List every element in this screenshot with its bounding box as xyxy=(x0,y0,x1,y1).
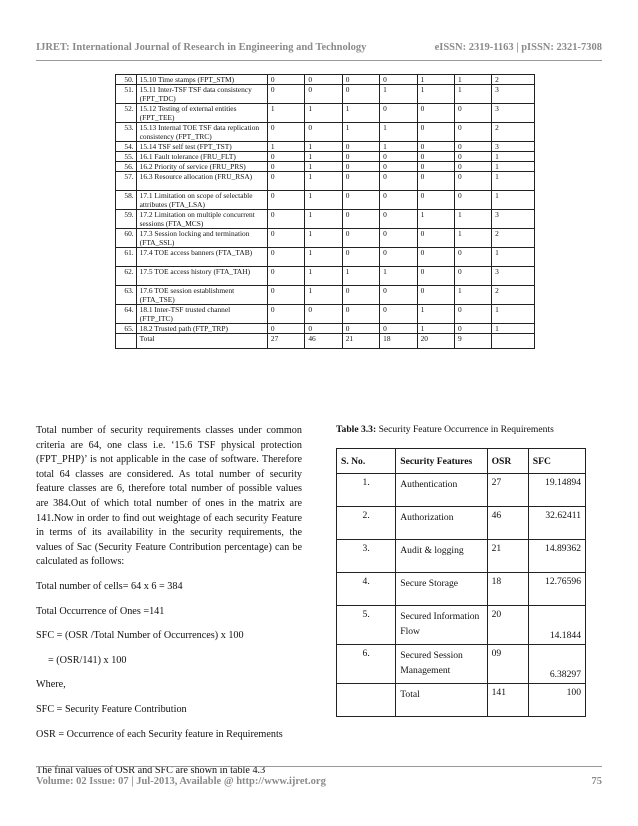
matrix-cell: 0 xyxy=(380,172,417,191)
matrix-cell: 1 xyxy=(305,191,342,210)
matrix-cell: 0 xyxy=(342,324,379,334)
matrix-cell: 0 xyxy=(305,305,342,324)
row-number: 61. xyxy=(116,248,137,267)
total-label: Total xyxy=(136,334,267,349)
matrix-cell: 1 xyxy=(455,286,492,305)
table-caption-text: Security Feature Occurrence in Requirements xyxy=(376,424,554,435)
osr-cell: 20 xyxy=(487,606,528,645)
definition-osr: OSR = Occurrence of each Security feature in Requirements xyxy=(36,728,283,740)
row-number: 64. xyxy=(116,305,137,324)
row-sum-cell: 2 xyxy=(492,75,535,85)
matrix-cell: 0 xyxy=(267,75,304,85)
table-row xyxy=(116,286,535,305)
matrix-cell: 0 xyxy=(380,324,417,334)
table-row xyxy=(337,573,586,606)
requirement-class: 17.4 TOE access banners (FTA_TAB) xyxy=(136,248,267,267)
equation-total-cells: Total number of cells= 64 x 6 = 384 xyxy=(36,580,183,592)
matrix-cell: 0 xyxy=(380,152,417,162)
matrix-cell: 0 xyxy=(342,75,379,85)
matrix-cell: 1 xyxy=(455,210,492,229)
matrix-cell: 1 xyxy=(305,172,342,191)
matrix-cell: 0 xyxy=(342,210,379,229)
table-row xyxy=(116,229,535,248)
matrix-cell: 0 xyxy=(380,210,417,229)
matrix-cell: 0 xyxy=(380,104,417,123)
matrix-cell: 0 xyxy=(380,191,417,210)
matrix-cell: 0 xyxy=(267,85,304,104)
matrix-cell: 0 xyxy=(455,305,492,324)
row-number: 54. xyxy=(116,142,137,152)
matrix-cell: 1 xyxy=(305,229,342,248)
feature-cell: Audit & logging xyxy=(396,540,487,573)
header-feature: Security Features xyxy=(396,449,487,474)
matrix-cell: 0 xyxy=(417,172,454,191)
feature-cell: Authentication xyxy=(396,474,487,507)
row-sum-cell: 3 xyxy=(492,210,535,229)
matrix-cell: 0 xyxy=(267,162,304,172)
matrix-cell: 1 xyxy=(380,142,417,152)
row-sum-cell: 1 xyxy=(492,172,535,191)
row-sum-cell: 3 xyxy=(492,142,535,152)
matrix-cell: 0 xyxy=(380,75,417,85)
empty-cell xyxy=(337,684,396,717)
matrix-cell: 1 xyxy=(417,305,454,324)
matrix-cell: 0 xyxy=(267,152,304,162)
matrix-cell: 0 xyxy=(380,229,417,248)
matrix-cell: 0 xyxy=(267,267,304,286)
matrix-cell: 0 xyxy=(342,172,379,191)
sno-cell: 6. xyxy=(337,645,396,684)
matrix-cell: 0 xyxy=(417,104,454,123)
feature-cell: Authorization xyxy=(396,507,487,540)
row-number: 60. xyxy=(116,229,137,248)
matrix-cell: 0 xyxy=(267,123,304,142)
requirement-class: 17.6 TOE session establishment (FTA_TSE) xyxy=(136,286,267,305)
row-number: 59. xyxy=(116,210,137,229)
sno-cell: 2. xyxy=(337,507,396,540)
matrix-cell: 0 xyxy=(342,248,379,267)
row-sum-cell: 1 xyxy=(492,191,535,210)
row-number: 55. xyxy=(116,152,137,162)
journal-title: IJRET: International Journal of Research in Engineering and Technology xyxy=(36,42,367,53)
equation-sfc: SFC = (OSR /Total Number of Occurrences) x 100 xyxy=(36,630,244,642)
requirement-class: 17.5 TOE access history (FTA_TAH) xyxy=(136,267,267,286)
row-number: 65. xyxy=(116,324,137,334)
row-number: 62. xyxy=(116,267,137,286)
matrix-cell: 1 xyxy=(417,85,454,104)
matrix-cell: 0 xyxy=(417,267,454,286)
row-sum-cell: 3 xyxy=(492,85,535,104)
journal-header xyxy=(36,42,602,53)
matrix-cell: 0 xyxy=(417,286,454,305)
requirement-class: 17.2 Limitation on multiple concurrent sessions (FTA_MCS) xyxy=(136,210,267,229)
matrix-cell: 0 xyxy=(267,210,304,229)
row-number: 58. xyxy=(116,191,137,210)
table-row xyxy=(337,645,586,684)
requirement-class: 17.1 Limitation on scope of selectable attributes (FTA_LSA) xyxy=(136,191,267,210)
total-cell: 27 xyxy=(267,334,304,349)
header-divider xyxy=(36,60,602,61)
matrix-cell: 1 xyxy=(305,152,342,162)
total-cell: 9 xyxy=(455,334,492,349)
row-number: 53. xyxy=(116,123,137,142)
matrix-cell: 0 xyxy=(455,142,492,152)
requirement-class: 15.10 Time stamps (FPT_STM) xyxy=(136,75,267,85)
requirement-class: 16.3 Resource allocation (FRU_RSA) xyxy=(136,172,267,191)
row-number: 57. xyxy=(116,172,137,191)
equation-sfc-simplified: = (OSR/141) x 100 xyxy=(48,654,127,666)
sno-cell: 4. xyxy=(337,573,396,606)
row-number: 56. xyxy=(116,162,137,172)
header-osr: OSR xyxy=(487,449,528,474)
total-cell: 46 xyxy=(305,334,342,349)
matrix-cell: 0 xyxy=(305,123,342,142)
row-sum-cell: 2 xyxy=(492,229,535,248)
table-row xyxy=(337,507,586,540)
matrix-cell: 1 xyxy=(305,104,342,123)
matrix-cell: 1 xyxy=(342,123,379,142)
matrix-cell: 1 xyxy=(305,267,342,286)
matrix-cell: 0 xyxy=(417,123,454,142)
row-sum-cell: 2 xyxy=(492,286,535,305)
matrix-cell: 1 xyxy=(417,324,454,334)
matrix-cell: 0 xyxy=(267,286,304,305)
requirement-class: 15.13 Internal TOE TSF data replication consistency (FPT_TRC) xyxy=(136,123,267,142)
matrix-cell: 0 xyxy=(267,248,304,267)
matrix-cell: 1 xyxy=(455,75,492,85)
table-row xyxy=(116,191,535,210)
row-sum-cell: 3 xyxy=(492,104,535,123)
matrix-cell: 1 xyxy=(305,248,342,267)
row-number: 52. xyxy=(116,104,137,123)
osr-cell: 21 xyxy=(487,540,528,573)
osr-cell: 27 xyxy=(487,474,528,507)
matrix-cell: 0 xyxy=(417,191,454,210)
closing-sentence: The final values of OSR and SFC are shown in table 4.3 xyxy=(36,765,266,777)
matrix-cell: 0 xyxy=(305,85,342,104)
matrix-cell: 1 xyxy=(455,85,492,104)
matrix-cell: 0 xyxy=(380,305,417,324)
matrix-cell: 0 xyxy=(455,172,492,191)
matrix-cell: 0 xyxy=(267,191,304,210)
sno-cell: 1. xyxy=(337,474,396,507)
page-number: 75 xyxy=(591,776,602,787)
total-osr: 141 xyxy=(487,684,528,717)
matrix-cell: 0 xyxy=(455,191,492,210)
requirement-class: 15.11 Inter-TSF TSF data consistency (FPT_TDC) xyxy=(136,85,267,104)
matrix-cell: 1 xyxy=(267,104,304,123)
row-number: 50. xyxy=(116,75,137,85)
header-sno: S. No. xyxy=(337,449,396,474)
requirements-matrix-table xyxy=(115,74,535,349)
matrix-cell: 0 xyxy=(455,152,492,162)
matrix-cell: 0 xyxy=(455,104,492,123)
sfc-cell: 19.14894 xyxy=(528,474,585,507)
matrix-cell: 1 xyxy=(380,123,417,142)
matrix-cell: 0 xyxy=(267,172,304,191)
matrix-cell: 0 xyxy=(305,75,342,85)
table-row xyxy=(116,210,535,229)
matrix-cell: 1 xyxy=(305,286,342,305)
row-sum-cell: 1 xyxy=(492,248,535,267)
table-row xyxy=(116,324,535,334)
total-row xyxy=(337,684,586,717)
matrix-cell: 0 xyxy=(455,267,492,286)
matrix-cell: 1 xyxy=(380,267,417,286)
total-cell: 21 xyxy=(342,334,379,349)
osr-cell: 09 xyxy=(487,645,528,684)
table-row xyxy=(337,474,586,507)
row-sum-cell: 3 xyxy=(492,267,535,286)
matrix-cell: 0 xyxy=(342,305,379,324)
matrix-cell: 1 xyxy=(305,162,342,172)
sfc-cell: 32.62411 xyxy=(528,507,585,540)
matrix-cell: 0 xyxy=(342,142,379,152)
requirement-class: 16.2 Priority of service (FRU_PRS) xyxy=(136,162,267,172)
matrix-cell: 1 xyxy=(455,229,492,248)
total-label: Total xyxy=(396,684,487,717)
table-row xyxy=(116,152,535,162)
requirement-class: 18.2 Trusted path (FTP_TRP) xyxy=(136,324,267,334)
table-row xyxy=(116,104,535,123)
total-cell: 20 xyxy=(417,334,454,349)
matrix-cell: 1 xyxy=(380,85,417,104)
security-feature-table xyxy=(336,448,586,717)
matrix-cell: 1 xyxy=(305,210,342,229)
requirement-class: 15.12 Testing of external entities (FPT_TEE) xyxy=(136,104,267,123)
table-header-row xyxy=(337,449,586,474)
matrix-cell: 0 xyxy=(380,286,417,305)
table-row xyxy=(116,85,535,104)
empty-cell xyxy=(116,334,137,349)
table-row xyxy=(116,162,535,172)
matrix-cell: 0 xyxy=(342,286,379,305)
matrix-cell: 0 xyxy=(267,324,304,334)
matrix-cell: 0 xyxy=(455,162,492,172)
requirement-class: 17.3 Session locking and termination (FTA_SSL) xyxy=(136,229,267,248)
row-sum-cell: 1 xyxy=(492,162,535,172)
matrix-cell: 0 xyxy=(305,324,342,334)
table-row xyxy=(116,142,535,152)
sfc-cell: 6.38297 xyxy=(528,645,585,684)
matrix-cell: 0 xyxy=(342,152,379,162)
matrix-cell: 0 xyxy=(417,229,454,248)
definition-sfc: SFC = Security Feature Contribution xyxy=(36,703,187,715)
equation-total-ones: Total Occurrence of Ones =141 xyxy=(36,605,165,617)
matrix-cell: 0 xyxy=(417,248,454,267)
requirement-class: 16.1 Fault tolerance (FRU_FLT) xyxy=(136,152,267,162)
matrix-cell: 0 xyxy=(342,229,379,248)
matrix-cell: 0 xyxy=(417,152,454,162)
feature-cell: Secured Session Management xyxy=(396,645,487,684)
matrix-cell: 0 xyxy=(342,191,379,210)
table-row xyxy=(116,305,535,324)
matrix-cell: 1 xyxy=(342,267,379,286)
requirement-class: 18.1 Inter-TSF trusted channel (FTP_ITC) xyxy=(136,305,267,324)
where-label: Where, xyxy=(36,679,66,691)
total-cell: 18 xyxy=(380,334,417,349)
total-sfc: 100 xyxy=(528,684,585,717)
table-row xyxy=(116,172,535,191)
table-caption-label: Table 3.3: xyxy=(336,424,377,435)
page-footer xyxy=(36,776,602,787)
matrix-cell: 0 xyxy=(380,162,417,172)
matrix-cell: 0 xyxy=(267,305,304,324)
sfc-cell: 12.76596 xyxy=(528,573,585,606)
row-sum-cell: 2 xyxy=(492,123,535,142)
total-row xyxy=(116,334,535,349)
header-sfc: SFC xyxy=(528,449,585,474)
table-row xyxy=(116,267,535,286)
osr-cell: 18 xyxy=(487,573,528,606)
matrix-cell: 0 xyxy=(342,85,379,104)
matrix-cell: 0 xyxy=(417,142,454,152)
table-row xyxy=(116,123,535,142)
journal-issn: eISSN: 2319-1163 | pISSN: 2321-7308 xyxy=(434,42,602,53)
sfc-cell: 14.1844 xyxy=(528,606,585,645)
requirement-class: 15.14 TSF self test (FPT_TST) xyxy=(136,142,267,152)
footer-volume: Volume: 02 Issue: 07 | Jul-2013, Available @ http://www.ijret.org xyxy=(36,776,326,787)
matrix-cell: 1 xyxy=(267,142,304,152)
row-sum-cell: 1 xyxy=(492,152,535,162)
matrix-cell: 0 xyxy=(455,324,492,334)
table-row xyxy=(116,248,535,267)
osr-cell: 46 xyxy=(487,507,528,540)
sno-cell: 3. xyxy=(337,540,396,573)
table-caption xyxy=(336,424,554,435)
table-row xyxy=(337,606,586,645)
footer-divider xyxy=(36,766,602,767)
sfc-cell: 14.89362 xyxy=(528,540,585,573)
table-row xyxy=(116,75,535,85)
matrix-cell: 0 xyxy=(455,248,492,267)
sno-cell: 5. xyxy=(337,606,396,645)
body-text xyxy=(36,424,302,779)
total-cell xyxy=(492,334,535,349)
row-number: 63. xyxy=(116,286,137,305)
matrix-cell: 1 xyxy=(342,104,379,123)
matrix-cell: 1 xyxy=(417,210,454,229)
matrix-cell: 0 xyxy=(455,123,492,142)
matrix-cell: 1 xyxy=(305,142,342,152)
table-row xyxy=(337,540,586,573)
matrix-cell: 1 xyxy=(417,75,454,85)
feature-cell: Secured Information Flow xyxy=(396,606,487,645)
feature-cell: Secure Storage xyxy=(396,573,487,606)
paragraph: Total number of security requirements classes under common criteria are 64, one class i.e. ‘15.6 TSF physical protection (FPT_PHP)’ is not applicable in the case of software. Therefore total 64 classes are considered. As total number of security feature classes are 6, therefore total number of possible values are 384.Out of which total number of ones in the matrix are 141.Now in order to find out weightage of each security Feature in terms of its availability in the security requirements, the values of Sac (Security Feature Contribution percentage) can be calculated as follows: xyxy=(36,425,302,568)
row-sum-cell: 1 xyxy=(492,305,535,324)
row-sum-cell: 1 xyxy=(492,324,535,334)
matrix-cell: 0 xyxy=(417,162,454,172)
matrix-cell: 0 xyxy=(267,229,304,248)
matrix-cell: 0 xyxy=(342,162,379,172)
row-number: 51. xyxy=(116,85,137,104)
matrix-cell: 0 xyxy=(380,248,417,267)
